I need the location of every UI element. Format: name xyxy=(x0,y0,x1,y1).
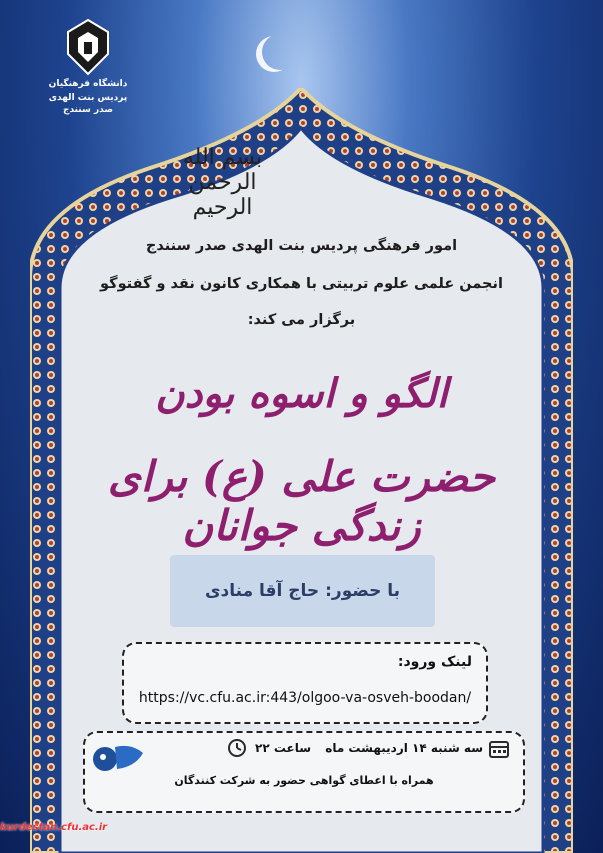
bismillah-calligraphy: بسم الله الرحمن الرحیم xyxy=(182,145,263,220)
university-logo-icon xyxy=(64,18,112,76)
header-line-3: برگزار می کند: xyxy=(247,312,356,328)
header-line-2: انجمن علمی علوم تربیتی با همکاری کانون نقد و گفتوگو xyxy=(100,276,503,292)
event-time: ساعت ۲۲ xyxy=(255,741,312,755)
certificate-note: همراه با اعطای گواهی حضور به شرکت کنندگان xyxy=(174,774,434,787)
logo-line-2: پردیس بنت الهدی صدر سنندج xyxy=(48,93,128,115)
link-label: لینک ورود: xyxy=(397,654,472,670)
event-title-line-1: الگو و اسوه بودن xyxy=(155,370,448,417)
event-info-box xyxy=(83,731,525,813)
brand-logo-icon xyxy=(91,739,147,775)
crescent-moon-icon xyxy=(262,34,298,70)
event-date: سه شنبه ۱۴ اردیبهشت ماه xyxy=(325,741,483,755)
link-box xyxy=(122,642,488,724)
calendar-icon xyxy=(489,740,509,758)
guest-speaker-banner xyxy=(170,555,435,627)
footer-website[interactable]: kurdestan.cfu.ac.ir xyxy=(0,822,108,833)
event-title-line-2: حضرت علی (ع) برای زندگی جوانان xyxy=(107,452,496,550)
logo-line-1: دانشگاه فرهنگیان xyxy=(48,79,128,89)
university-logo xyxy=(43,18,133,116)
guest-speaker-text: با حضور: حاج آقا منادی xyxy=(204,581,401,601)
header-line-1: امور فرهنگی پردیس بنت الهدی صدر سنندج xyxy=(145,238,458,254)
clock-icon xyxy=(227,738,247,758)
event-link[interactable]: https://vc.cfu.ac.ir:443/olgoo-va-osveh-boodan/ xyxy=(138,690,472,706)
